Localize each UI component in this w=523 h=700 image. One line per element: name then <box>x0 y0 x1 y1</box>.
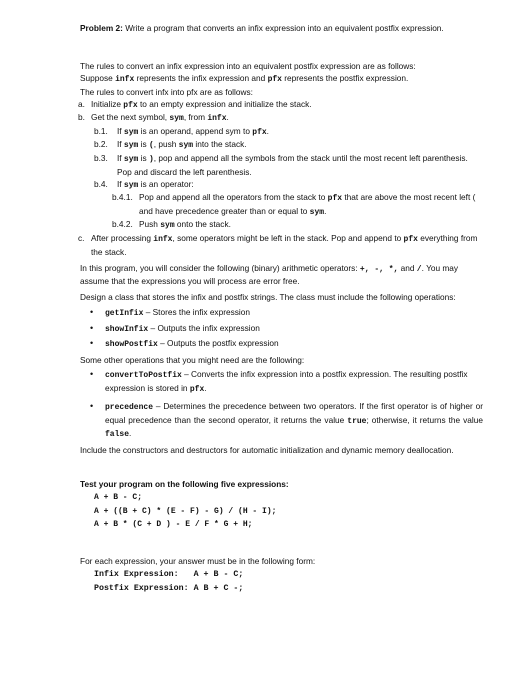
operation-desc: – Determines the precedence between two operators. If the first operator is of higher or equal precedence than the second operator, it returns the value <box>105 401 483 425</box>
code-infx: infx <box>153 235 173 244</box>
operation-item <box>90 337 483 351</box>
text: into the stack. <box>193 139 247 150</box>
text: If <box>117 178 124 189</box>
step-marker: b.4.2. <box>112 219 133 230</box>
problem-text: Write a program that converts an infix expression into an equivalent postfix expression. <box>125 23 444 33</box>
text: that are above the most recent left ( and have precedence greater than or equal to <box>139 192 476 216</box>
code-pfx: pfx <box>267 75 282 85</box>
bullet-icon: • <box>90 401 94 412</box>
code-sym: sym <box>123 141 139 151</box>
text: . You may assume that the expressions you will process are error free. <box>80 262 459 287</box>
step-b1 <box>94 125 483 139</box>
operation-desc: – Stores the infix expression <box>143 307 250 318</box>
design-paragraph: Design a class that stores the infix and postfix strings. The class must include the following operations: <box>80 292 456 303</box>
text: to an empty expression and initialize the stack. <box>137 98 312 109</box>
step-marker: b.1. <box>94 125 108 136</box>
step-marker: b.3. <box>94 153 108 164</box>
step-b3 <box>94 152 483 178</box>
rules-line: The rules to convert infx into pfx are as follows: <box>80 86 253 97</box>
bullet-icon: • <box>90 369 94 380</box>
code-infx: infx <box>207 114 227 124</box>
step-marker: c. <box>78 233 85 243</box>
operation-name: showInfix <box>105 324 149 334</box>
operation-item-precedence <box>90 400 483 441</box>
step-marker: b.2. <box>94 139 108 150</box>
code-right-paren: ) <box>148 155 154 165</box>
text: . <box>324 205 327 216</box>
text: If <box>117 139 124 150</box>
text: represents the postfix expression. <box>281 73 409 84</box>
test-expression: A + B - C; <box>94 493 143 503</box>
step-marker: b.4.1. <box>112 192 133 203</box>
code-pfx: pfx <box>327 194 343 204</box>
test-expression: A + B * (C + D ) - E / F * G + H; <box>94 520 253 530</box>
step-b41 <box>112 191 483 218</box>
step-marker: a. <box>78 98 85 109</box>
test-heading: Test your program on the following five expressions: <box>80 479 289 490</box>
bullet-icon: • <box>90 307 94 318</box>
operation-name: getInfix <box>105 309 144 319</box>
text: . <box>129 428 132 439</box>
rules-intro: The rules to convert an infix expression into an equivalent postfix expression are as follows: <box>80 61 416 72</box>
step-c <box>78 232 483 258</box>
text: Push <box>139 219 161 230</box>
code-left-paren: ( <box>148 141 154 151</box>
code-sym: sym <box>309 207 325 217</box>
step-a <box>78 98 483 112</box>
text: ; otherwise, it returns the value <box>366 414 483 425</box>
code-sym: sym <box>160 221 175 231</box>
operators-paragraph <box>80 262 483 288</box>
code-sym: sym <box>123 155 139 165</box>
operation-item <box>90 322 483 336</box>
code-pfx: pfx <box>189 384 205 394</box>
include-paragraph: Include the constructors and destructors for automatic initialization and dynamic memory deallocation. <box>80 445 454 455</box>
text: After processing <box>91 233 154 243</box>
text: is an operand, append sym to <box>138 125 253 136</box>
text: Suppose <box>80 73 116 84</box>
text: is <box>138 153 149 164</box>
postfix-value: A B + C -; <box>193 583 244 593</box>
code-sym: sym <box>123 127 139 137</box>
bullet-icon: • <box>90 338 94 349</box>
other-ops-paragraph: Some other operations that you might need are the following: <box>80 355 305 366</box>
postfix-form-line <box>94 583 483 595</box>
code-pfx: pfx <box>123 100 138 110</box>
operation-desc: – Converts the infix expression into a postfix expression. The resulting postfix expression is stored in <box>105 369 468 393</box>
operation-name: precedence <box>105 403 154 413</box>
step-b42 <box>112 218 483 232</box>
step-marker: b.4. <box>94 178 108 189</box>
text: , from <box>183 112 208 123</box>
step-marker: b. <box>78 112 85 123</box>
bullet-icon: • <box>90 322 94 333</box>
text: and <box>398 262 417 273</box>
problem-statement <box>80 22 483 34</box>
code-false: false <box>105 430 130 440</box>
operation-item-convert <box>90 368 483 395</box>
step-b2 <box>94 138 483 152</box>
form-intro: For each expression, your answer must be in the following form: <box>80 555 316 566</box>
text: is an operator: <box>138 178 194 189</box>
text: . <box>204 382 207 393</box>
step-b4 <box>94 178 483 192</box>
operation-name: showPostfix <box>105 340 158 350</box>
text: , push <box>153 139 179 150</box>
text: Initialize <box>91 98 124 109</box>
text: . <box>266 125 269 136</box>
text: If <box>117 125 124 136</box>
infix-value: A + B - C; <box>193 569 244 579</box>
operation-desc: – Outputs the postfix expression <box>157 338 279 349</box>
text: everything from the stack. <box>91 233 478 257</box>
text: , some operators might be left in the stack. Pop and append to <box>172 233 404 243</box>
text: If <box>117 153 124 164</box>
code-pfx: pfx <box>403 235 418 244</box>
text: , pop and append all the symbols from the stack until the most recent left parenthesis. Pop and discard the left parenthesis. <box>117 153 468 177</box>
code-operators: +, -, *, <box>359 264 399 274</box>
operation-desc: – Outputs the infix expression <box>148 322 260 333</box>
code-sym: sym <box>178 141 194 151</box>
code-pfx: pfx <box>252 127 267 137</box>
code-infx: infx <box>115 75 135 85</box>
infix-form-line <box>94 569 483 581</box>
postfix-label: Postfix Expression: <box>94 583 189 593</box>
suppose-paragraph <box>80 72 483 86</box>
code-true: true <box>347 416 367 426</box>
code-sym: sym <box>169 114 184 124</box>
problem-label: Problem 2: <box>80 23 123 33</box>
step-b <box>78 111 483 125</box>
infix-label: Infix Expression: <box>94 569 179 579</box>
operation-name: convertToPostfix <box>105 371 182 381</box>
text: onto the stack. <box>174 219 231 230</box>
text: . <box>226 112 229 123</box>
operation-item <box>90 306 483 320</box>
text: In this program, you will consider the following (binary) arithmetic operators: <box>80 262 360 273</box>
text: is <box>138 139 149 150</box>
code-divide: / <box>416 264 422 274</box>
code-sym: sym <box>123 180 139 190</box>
text: Pop and append all the operators from the stack to <box>139 192 328 203</box>
text: Get the next symbol, <box>91 112 170 123</box>
test-expression: A + ((B + C) * (E - F) - G) / (H - I); <box>94 506 277 516</box>
text: represents the infix expression and <box>134 73 268 84</box>
